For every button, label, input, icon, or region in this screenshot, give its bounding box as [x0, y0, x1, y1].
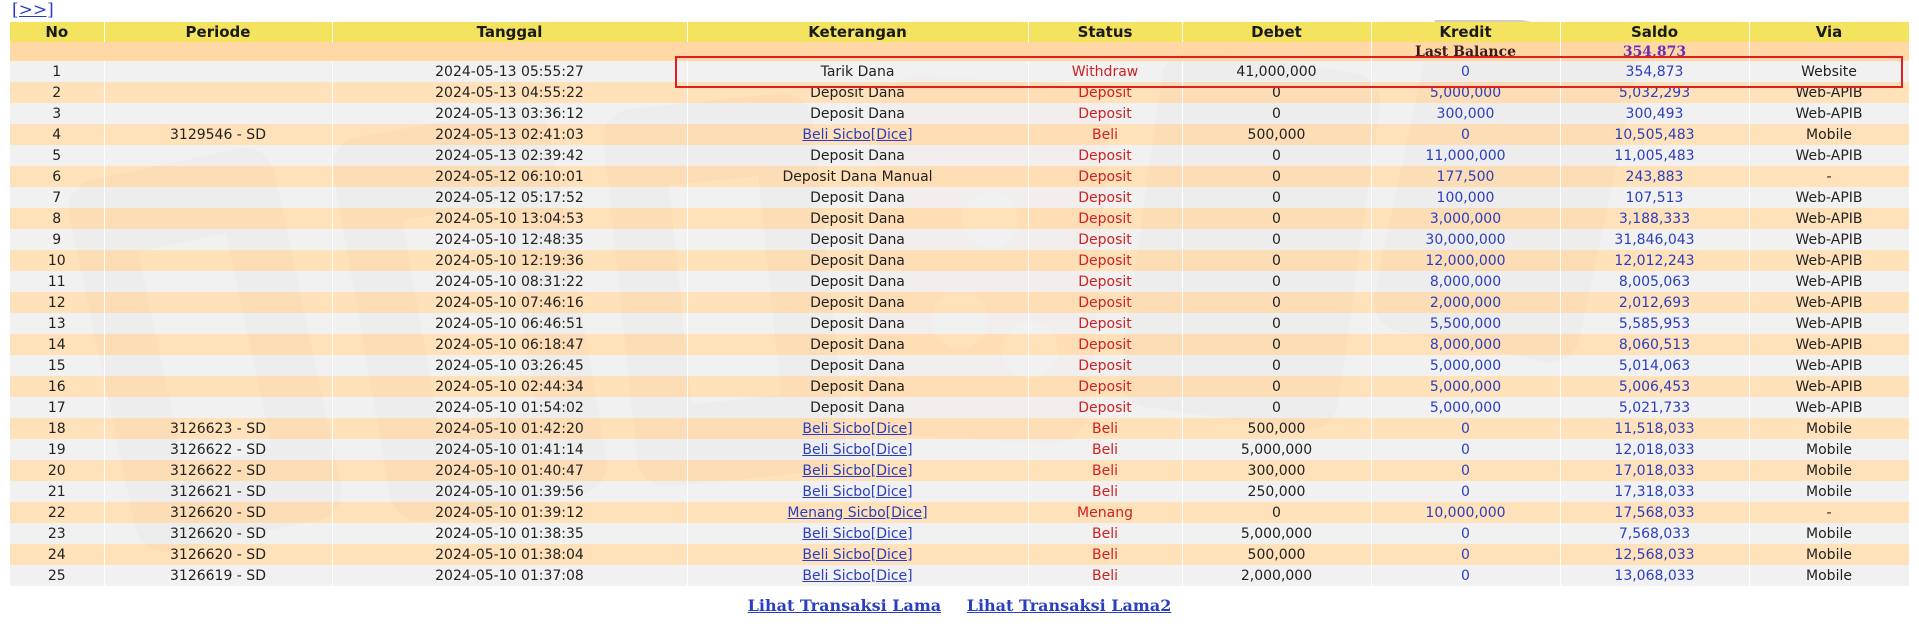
cell-keterangan[interactable]: Beli Sicbo[Dice]	[687, 418, 1028, 439]
old-transactions-2-link[interactable]: Lihat Transaksi Lama2	[966, 596, 1172, 615]
cell-tanggal: 2024-05-13 03:36:12	[332, 103, 687, 124]
cell-tanggal: 2024-05-10 01:38:35	[332, 523, 687, 544]
cell-tanggal: 2024-05-10 12:19:36	[332, 250, 687, 271]
cell-tanggal: 2024-05-10 07:46:16	[332, 292, 687, 313]
cell-debet: 0	[1182, 208, 1371, 229]
cell-saldo: 354,873	[1560, 61, 1749, 82]
cell-kredit: 5,000,000	[1371, 355, 1560, 376]
table-row	[10, 376, 1909, 397]
cell-no: 16	[10, 376, 104, 397]
cell-keterangan[interactable]: Beli Sicbo[Dice]	[687, 124, 1028, 145]
cell-status: Deposit	[1028, 292, 1182, 313]
table-row	[10, 418, 1909, 439]
cell-no: 24	[10, 544, 104, 565]
cell-via: Mobile	[1749, 124, 1909, 145]
table-row	[10, 565, 1909, 586]
cell-periode: 3126620 - SD	[104, 502, 332, 523]
cell-kredit: 11,000,000	[1371, 145, 1560, 166]
cell-no: 3	[10, 103, 104, 124]
cell-periode: 3126622 - SD	[104, 460, 332, 481]
table-row	[10, 103, 1909, 124]
cell-debet: 5,000,000	[1182, 439, 1371, 460]
cell-debet: 0	[1182, 103, 1371, 124]
cell-via: Web-APIB	[1749, 103, 1909, 124]
cell-debet: 0	[1182, 145, 1371, 166]
cell-keterangan: Deposit Dana	[687, 292, 1028, 313]
table-row	[10, 250, 1909, 271]
cell-via: Web-APIB	[1749, 292, 1909, 313]
cell-debet: 500,000	[1182, 124, 1371, 145]
cell-saldo: 7,568,033	[1560, 523, 1749, 544]
cell-periode: 3126619 - SD	[104, 565, 332, 586]
cell-saldo: 5,014,063	[1560, 355, 1749, 376]
table-row	[10, 544, 1909, 565]
cell-via: Mobile	[1749, 565, 1909, 586]
cell-no: 20	[10, 460, 104, 481]
cell-debet: 0	[1182, 271, 1371, 292]
cell-kredit: 3,000,000	[1371, 208, 1560, 229]
table-row	[10, 523, 1909, 544]
cell-via: -	[1749, 166, 1909, 187]
cell-saldo: 243,883	[1560, 166, 1749, 187]
cell-kredit: 2,000,000	[1371, 292, 1560, 313]
cell-status: Deposit	[1028, 103, 1182, 124]
cell-tanggal: 2024-05-10 01:39:12	[332, 502, 687, 523]
cell-status: Deposit	[1028, 355, 1182, 376]
cell-tanggal: 2024-05-10 13:04:53	[332, 208, 687, 229]
cell-via: Web-APIB	[1749, 229, 1909, 250]
cell-kredit: 0	[1371, 565, 1560, 586]
table-row	[10, 334, 1909, 355]
cell-debet: 2,000,000	[1182, 565, 1371, 586]
cell-periode	[104, 334, 332, 355]
old-transactions-link[interactable]: Lihat Transaksi Lama	[747, 596, 942, 615]
table-row	[10, 292, 1909, 313]
cell-saldo: 31,846,043	[1560, 229, 1749, 250]
table-row	[10, 502, 1909, 523]
cell-status: Deposit	[1028, 82, 1182, 103]
table-row	[10, 481, 1909, 502]
cell-via: Mobile	[1749, 418, 1909, 439]
cell-tanggal: 2024-05-13 04:55:22	[332, 82, 687, 103]
cell-keterangan: Deposit Dana	[687, 229, 1028, 250]
cell-via: Web-APIB	[1749, 397, 1909, 418]
column-header-keterangan: Keterangan	[687, 22, 1028, 42]
cell-saldo: 12,018,033	[1560, 439, 1749, 460]
cell-status: Beli	[1028, 460, 1182, 481]
cell-periode	[104, 82, 332, 103]
cell-status: Beli	[1028, 418, 1182, 439]
cell-keterangan[interactable]: Beli Sicbo[Dice]	[687, 481, 1028, 502]
cell-via: Mobile	[1749, 439, 1909, 460]
cell-via: Mobile	[1749, 481, 1909, 502]
table-row	[10, 82, 1909, 103]
cell-status: Deposit	[1028, 187, 1182, 208]
cell-via: Web-APIB	[1749, 145, 1909, 166]
cell-saldo: 11,005,483	[1560, 145, 1749, 166]
column-header-tanggal: Tanggal	[332, 22, 687, 42]
cell-via: Web-APIB	[1749, 334, 1909, 355]
cell-tanggal: 2024-05-10 06:18:47	[332, 334, 687, 355]
cell-periode	[104, 376, 332, 397]
cell-periode	[104, 103, 332, 124]
cell-debet: 0	[1182, 376, 1371, 397]
cell-debet: 0	[1182, 502, 1371, 523]
cell-periode	[104, 355, 332, 376]
cell-kredit: 12,000,000	[1371, 250, 1560, 271]
cell-periode: 3126623 - SD	[104, 418, 332, 439]
cell-periode: 3126620 - SD	[104, 544, 332, 565]
cell-tanggal: 2024-05-10 01:37:08	[332, 565, 687, 586]
cell-keterangan[interactable]: Beli Sicbo[Dice]	[687, 565, 1028, 586]
cell-via: Website	[1749, 61, 1909, 82]
cell-status: Beli	[1028, 544, 1182, 565]
table-row	[10, 460, 1909, 481]
cell-kredit: 0	[1371, 481, 1560, 502]
cell-saldo: 5,021,733	[1560, 397, 1749, 418]
cell-saldo: 10,505,483	[1560, 124, 1749, 145]
cell-status: Deposit	[1028, 397, 1182, 418]
footer-links	[0, 596, 1919, 615]
cell-debet: 5,000,000	[1182, 523, 1371, 544]
cell-keterangan: Deposit Dana	[687, 313, 1028, 334]
cell-status: Beli	[1028, 124, 1182, 145]
cell-debet: 300,000	[1182, 460, 1371, 481]
cell-debet: 250,000	[1182, 481, 1371, 502]
column-header-no: No	[10, 22, 104, 42]
cell-status: Beli	[1028, 481, 1182, 502]
table-row	[10, 439, 1909, 460]
cell-status: Deposit	[1028, 313, 1182, 334]
cell-tanggal: 2024-05-12 05:17:52	[332, 187, 687, 208]
cell-status: Beli	[1028, 439, 1182, 460]
cell-via: Web-APIB	[1749, 250, 1909, 271]
cell-periode: 3126621 - SD	[104, 481, 332, 502]
cell-no: 10	[10, 250, 104, 271]
cell-via: Web-APIB	[1749, 208, 1909, 229]
cell-keterangan: Deposit Dana	[687, 376, 1028, 397]
cell-saldo: 5,585,953	[1560, 313, 1749, 334]
cell-debet: 0	[1182, 187, 1371, 208]
cell-tanggal: 2024-05-10 02:44:34	[332, 376, 687, 397]
cell-no: 4	[10, 124, 104, 145]
last-balance-label: Last Balance	[1371, 42, 1560, 61]
cell-via: Mobile	[1749, 544, 1909, 565]
cell-saldo: 3,188,333	[1560, 208, 1749, 229]
cell-debet: 0	[1182, 82, 1371, 103]
table-row	[10, 229, 1909, 250]
cell-kredit: 8,000,000	[1371, 334, 1560, 355]
cell-keterangan: Deposit Dana	[687, 250, 1028, 271]
cell-status: Deposit	[1028, 250, 1182, 271]
cell-debet: 41,000,000	[1182, 61, 1371, 82]
cell-saldo: 5,006,453	[1560, 376, 1749, 397]
cell-status: Deposit	[1028, 145, 1182, 166]
cell-periode	[104, 61, 332, 82]
table-row	[10, 313, 1909, 334]
cell-periode	[104, 250, 332, 271]
cell-keterangan: Deposit Dana Manual	[687, 166, 1028, 187]
cell-saldo: 12,012,243	[1560, 250, 1749, 271]
cell-kredit: 30,000,000	[1371, 229, 1560, 250]
cell-periode	[104, 397, 332, 418]
cell-keterangan[interactable]: Beli Sicbo[Dice]	[687, 460, 1028, 481]
last-balance-value: 354,873	[1560, 42, 1749, 61]
cell-periode: 3129546 - SD	[104, 124, 332, 145]
cell-tanggal: 2024-05-13 02:41:03	[332, 124, 687, 145]
cell-no: 22	[10, 502, 104, 523]
cell-saldo: 300,493	[1560, 103, 1749, 124]
cell-tanggal: 2024-05-10 01:40:47	[332, 460, 687, 481]
cell-saldo: 12,568,033	[1560, 544, 1749, 565]
cell-saldo: 8,005,063	[1560, 271, 1749, 292]
cell-no: 11	[10, 271, 104, 292]
cell-status: Deposit	[1028, 376, 1182, 397]
cell-keterangan: Deposit Dana	[687, 397, 1028, 418]
cell-no: 15	[10, 355, 104, 376]
cell-status: Menang	[1028, 502, 1182, 523]
cell-no: 25	[10, 565, 104, 586]
cell-via: Web-APIB	[1749, 376, 1909, 397]
cell-no: 18	[10, 418, 104, 439]
table-header-row	[10, 22, 1909, 42]
cell-debet: 0	[1182, 229, 1371, 250]
cell-kredit: 0	[1371, 544, 1560, 565]
cell-keterangan: Deposit Dana	[687, 208, 1028, 229]
cell-via: Web-APIB	[1749, 313, 1909, 334]
cell-tanggal: 2024-05-10 01:42:20	[332, 418, 687, 439]
cell-saldo: 5,032,293	[1560, 82, 1749, 103]
cell-periode	[104, 292, 332, 313]
table-row	[10, 355, 1909, 376]
cell-status: Deposit	[1028, 166, 1182, 187]
cell-keterangan: Deposit Dana	[687, 145, 1028, 166]
cell-no: 8	[10, 208, 104, 229]
table-row	[10, 166, 1909, 187]
cell-no: 6	[10, 166, 104, 187]
cell-saldo: 13,068,033	[1560, 565, 1749, 586]
table-row	[10, 187, 1909, 208]
table-row	[10, 397, 1909, 418]
column-header-status: Status	[1028, 22, 1182, 42]
cell-no: 5	[10, 145, 104, 166]
cell-no: 13	[10, 313, 104, 334]
cell-kredit: 5,000,000	[1371, 397, 1560, 418]
cell-no: 9	[10, 229, 104, 250]
column-header-debet: Debet	[1182, 22, 1371, 42]
cell-kredit: 100,000	[1371, 187, 1560, 208]
cell-kredit: 300,000	[1371, 103, 1560, 124]
column-header-kredit: Kredit	[1371, 22, 1560, 42]
cell-saldo: 17,018,033	[1560, 460, 1749, 481]
cell-debet: 0	[1182, 355, 1371, 376]
cell-kredit: 8,000,000	[1371, 271, 1560, 292]
cell-tanggal: 2024-05-10 03:26:45	[332, 355, 687, 376]
cell-saldo: 17,318,033	[1560, 481, 1749, 502]
cell-status: Withdraw	[1028, 61, 1182, 82]
last-balance-row	[10, 42, 1909, 61]
cell-no: 1	[10, 61, 104, 82]
cell-debet: 0	[1182, 292, 1371, 313]
cell-periode	[104, 313, 332, 334]
cell-periode: 3126620 - SD	[104, 523, 332, 544]
cell-no: 19	[10, 439, 104, 460]
cell-debet: 0	[1182, 397, 1371, 418]
cell-status: Deposit	[1028, 208, 1182, 229]
cell-status: Deposit	[1028, 229, 1182, 250]
cell-periode	[104, 229, 332, 250]
cell-tanggal: 2024-05-12 06:10:01	[332, 166, 687, 187]
cell-status: Deposit	[1028, 334, 1182, 355]
cell-kredit: 10,000,000	[1371, 502, 1560, 523]
cell-no: 21	[10, 481, 104, 502]
cell-kredit: 0	[1371, 460, 1560, 481]
cell-keterangan[interactable]: Beli Sicbo[Dice]	[687, 544, 1028, 565]
cell-via: Web-APIB	[1749, 82, 1909, 103]
cell-no: 12	[10, 292, 104, 313]
cell-debet: 0	[1182, 250, 1371, 271]
cell-tanggal: 2024-05-10 01:54:02	[332, 397, 687, 418]
cell-keterangan[interactable]: Beli Sicbo[Dice]	[687, 523, 1028, 544]
cell-via: Web-APIB	[1749, 271, 1909, 292]
cell-kredit: 5,000,000	[1371, 376, 1560, 397]
cell-saldo: 107,513	[1560, 187, 1749, 208]
transaction-table	[10, 22, 1910, 586]
cell-periode: 3126622 - SD	[104, 439, 332, 460]
cell-via: -	[1749, 502, 1909, 523]
cell-keterangan: Deposit Dana	[687, 271, 1028, 292]
cell-kredit: 5,000,000	[1371, 82, 1560, 103]
cell-no: 7	[10, 187, 104, 208]
column-header-saldo: Saldo	[1560, 22, 1749, 42]
cell-periode	[104, 208, 332, 229]
cell-keterangan[interactable]: Beli Sicbo[Dice]	[687, 439, 1028, 460]
table-row	[10, 124, 1909, 145]
cell-keterangan: Deposit Dana	[687, 82, 1028, 103]
cell-no: 23	[10, 523, 104, 544]
cell-tanggal: 2024-05-10 12:48:35	[332, 229, 687, 250]
cell-via: Web-APIB	[1749, 187, 1909, 208]
cell-tanggal: 2024-05-10 01:38:04	[332, 544, 687, 565]
cell-kredit: 0	[1371, 523, 1560, 544]
cell-debet: 500,000	[1182, 544, 1371, 565]
cell-periode	[104, 166, 332, 187]
cell-saldo: 11,518,033	[1560, 418, 1749, 439]
cell-status: Deposit	[1028, 271, 1182, 292]
next-page-link[interactable]: [>>]	[12, 0, 54, 20]
cell-debet: 0	[1182, 334, 1371, 355]
cell-tanggal: 2024-05-10 01:39:56	[332, 481, 687, 502]
cell-status: Beli	[1028, 523, 1182, 544]
cell-saldo: 17,568,033	[1560, 502, 1749, 523]
cell-debet: 500,000	[1182, 418, 1371, 439]
cell-saldo: 2,012,693	[1560, 292, 1749, 313]
cell-kredit: 0	[1371, 439, 1560, 460]
cell-kredit: 5,500,000	[1371, 313, 1560, 334]
cell-periode	[104, 145, 332, 166]
cell-debet: 0	[1182, 313, 1371, 334]
cell-debet: 0	[1182, 166, 1371, 187]
cell-via: Web-APIB	[1749, 355, 1909, 376]
table-row	[10, 208, 1909, 229]
cell-no: 14	[10, 334, 104, 355]
cell-kredit: 0	[1371, 61, 1560, 82]
cell-status: Beli	[1028, 565, 1182, 586]
cell-tanggal: 2024-05-13 05:55:27	[332, 61, 687, 82]
table-row	[10, 61, 1909, 82]
cell-keterangan: Deposit Dana	[687, 334, 1028, 355]
cell-no: 2	[10, 82, 104, 103]
table-row	[10, 145, 1909, 166]
cell-keterangan: Deposit Dana	[687, 187, 1028, 208]
cell-via: Mobile	[1749, 460, 1909, 481]
cell-tanggal: 2024-05-10 08:31:22	[332, 271, 687, 292]
cell-kredit: 0	[1371, 418, 1560, 439]
cell-kredit: 177,500	[1371, 166, 1560, 187]
cell-tanggal: 2024-05-13 02:39:42	[332, 145, 687, 166]
cell-periode	[104, 187, 332, 208]
cell-keterangan: Tarik Dana	[687, 61, 1028, 82]
cell-saldo: 8,060,513	[1560, 334, 1749, 355]
cell-tanggal: 2024-05-10 01:41:14	[332, 439, 687, 460]
cell-keterangan: Deposit Dana	[687, 355, 1028, 376]
table-row	[10, 271, 1909, 292]
cell-via: Mobile	[1749, 523, 1909, 544]
cell-kredit: 0	[1371, 124, 1560, 145]
cell-keterangan[interactable]: Menang Sicbo[Dice]	[687, 502, 1028, 523]
column-header-periode: Periode	[104, 22, 332, 42]
cell-periode	[104, 271, 332, 292]
cell-no: 17	[10, 397, 104, 418]
cell-keterangan: Deposit Dana	[687, 103, 1028, 124]
cell-tanggal: 2024-05-10 06:46:51	[332, 313, 687, 334]
column-header-via: Via	[1749, 22, 1909, 42]
